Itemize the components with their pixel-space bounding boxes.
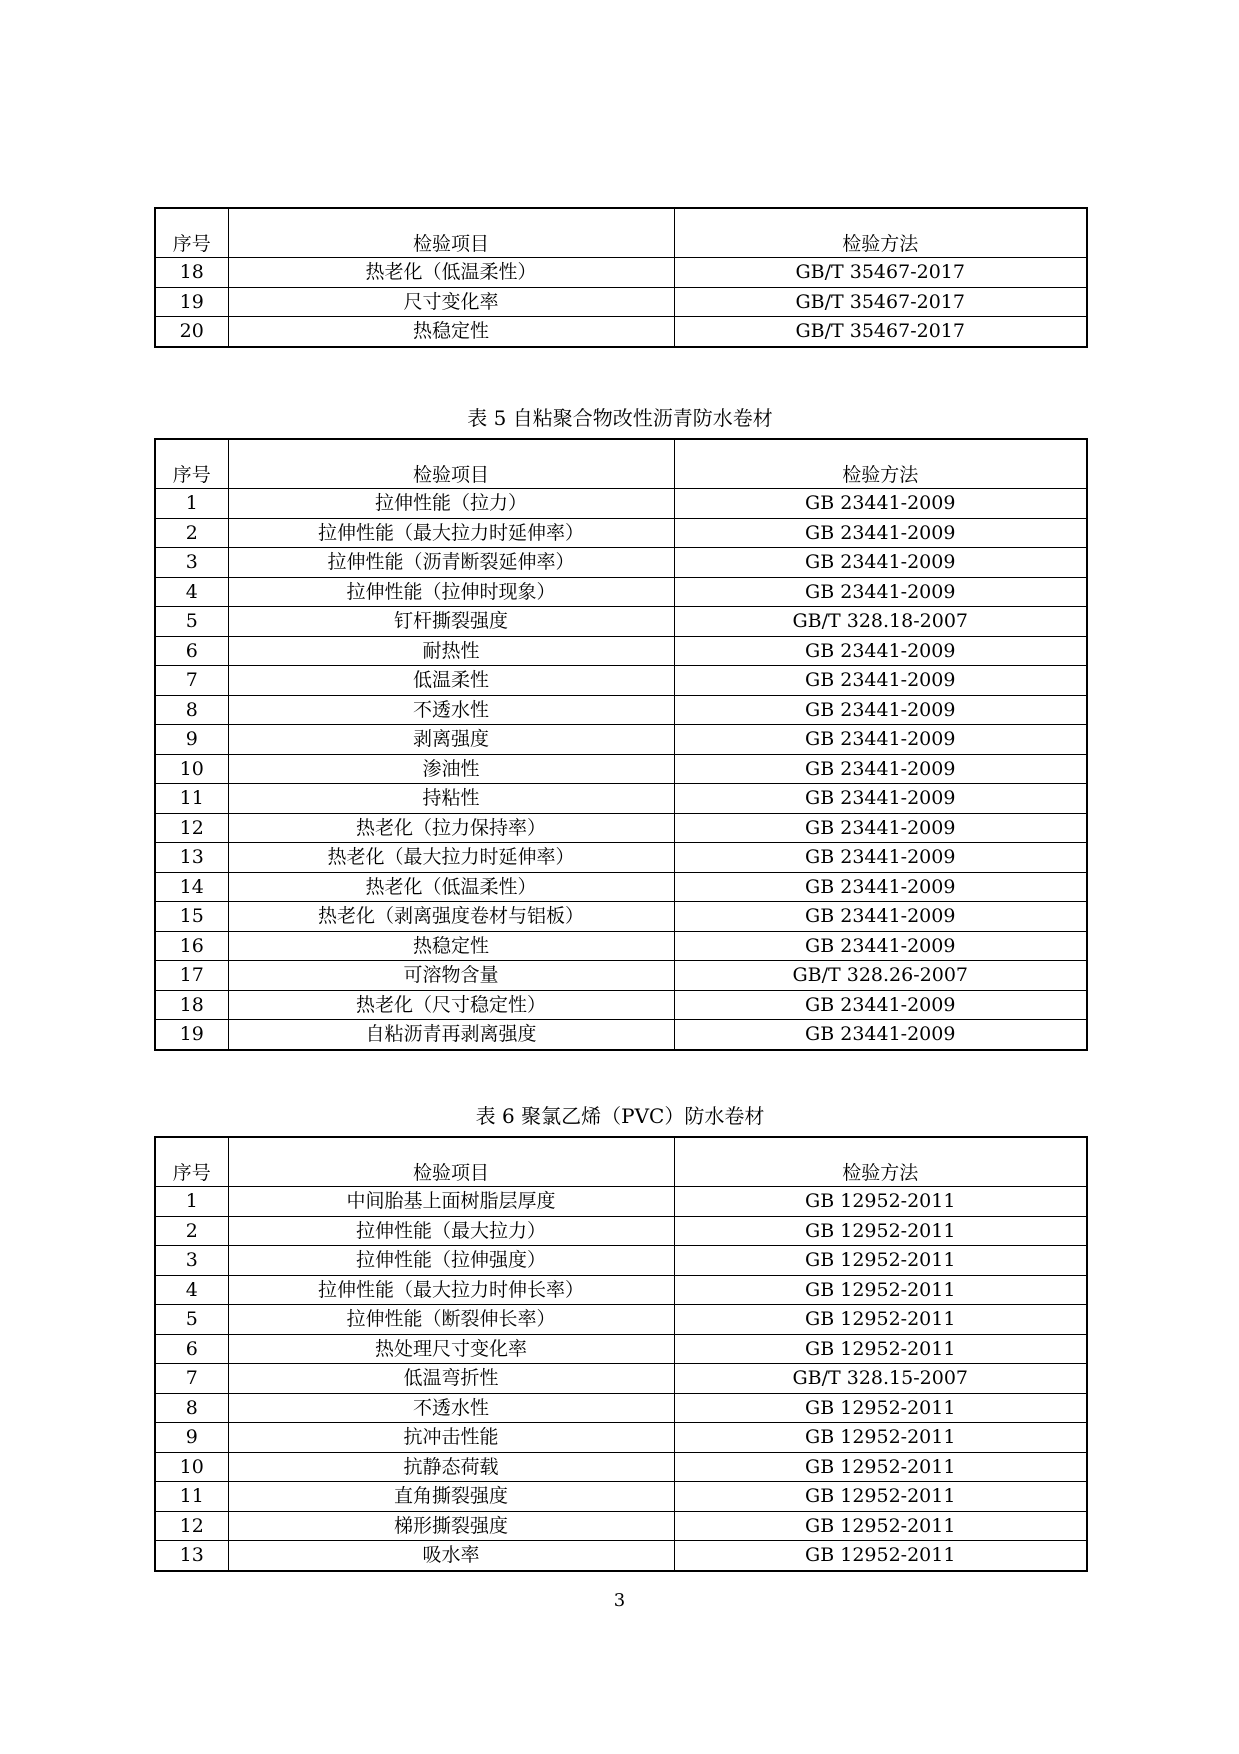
- cell-item: 渗油性: [228, 754, 674, 784]
- cell-no: 13: [155, 843, 228, 873]
- cell-item: 热老化（拉力保持率）: [228, 813, 674, 843]
- cell-no: 4: [155, 577, 228, 607]
- table-row: [155, 258, 1087, 288]
- cell-no: 17: [155, 961, 228, 991]
- table-row: [155, 754, 1087, 784]
- cell-method: GB 23441-2009: [674, 666, 1087, 696]
- cell-item: 中间胎基上面树脂层厚度: [228, 1187, 674, 1217]
- cell-item: 热老化（低温柔性）: [228, 258, 674, 288]
- cell-item: 拉伸性能（拉力）: [228, 489, 674, 519]
- table-continued-block: [154, 207, 1086, 348]
- cell-item: 钉杆撕裂强度: [228, 607, 674, 637]
- table-row: [155, 1423, 1087, 1453]
- cell-no: 7: [155, 1364, 228, 1394]
- table-row: [155, 872, 1087, 902]
- table-row: [155, 548, 1087, 578]
- table-row: [155, 902, 1087, 932]
- cell-no: 4: [155, 1275, 228, 1305]
- cell-item: 热老化（低温柔性）: [228, 872, 674, 902]
- cell-no: 5: [155, 607, 228, 637]
- cell-item: 热老化（尺寸稳定性）: [228, 990, 674, 1020]
- table-row: [155, 961, 1087, 991]
- table-row: [155, 1393, 1087, 1423]
- cell-method: GB 23441-2009: [674, 577, 1087, 607]
- cell-method: GB 12952-2011: [674, 1246, 1087, 1276]
- cell-no: 20: [155, 317, 228, 347]
- cell-method: GB 23441-2009: [674, 990, 1087, 1020]
- table-row: [155, 287, 1087, 317]
- cell-item: 热处理尺寸变化率: [228, 1334, 674, 1364]
- table-row: [155, 1452, 1087, 1482]
- cell-no: 1: [155, 1187, 228, 1217]
- cell-no: 3: [155, 1246, 228, 1276]
- table6-block: [154, 1104, 1086, 1572]
- cell-method: GB 23441-2009: [674, 636, 1087, 666]
- column-header-item: 检验项目: [228, 439, 674, 489]
- cell-item: 热稳定性: [228, 317, 674, 347]
- table-row: [155, 813, 1087, 843]
- cell-method: GB 23441-2009: [674, 548, 1087, 578]
- cell-method: GB 23441-2009: [674, 1020, 1087, 1050]
- cell-method: GB 23441-2009: [674, 931, 1087, 961]
- column-header-no: 序号: [155, 208, 228, 258]
- cell-no: 5: [155, 1305, 228, 1335]
- cell-item: 拉伸性能（最大拉力）: [228, 1216, 674, 1246]
- cell-no: 19: [155, 1020, 228, 1050]
- cell-item: 抗冲击性能: [228, 1423, 674, 1453]
- table-continued: [154, 207, 1088, 348]
- table5-block: [154, 406, 1086, 1051]
- table-row: [155, 1216, 1087, 1246]
- cell-method: GB 23441-2009: [674, 725, 1087, 755]
- cell-item: 拉伸性能（最大拉力时伸长率）: [228, 1275, 674, 1305]
- table-row: [155, 317, 1087, 347]
- cell-method: GB 23441-2009: [674, 872, 1087, 902]
- cell-item: 拉伸性能（最大拉力时延伸率）: [228, 518, 674, 548]
- table-row: [155, 636, 1087, 666]
- cell-no: 9: [155, 725, 228, 755]
- cell-item: 梯形撕裂强度: [228, 1511, 674, 1541]
- table-row: [155, 518, 1087, 548]
- table-row: [155, 666, 1087, 696]
- cell-no: 6: [155, 636, 228, 666]
- table-row: [155, 1511, 1087, 1541]
- cell-no: 12: [155, 813, 228, 843]
- cell-method: GB/T 35467-2017: [674, 287, 1087, 317]
- table-row: [155, 489, 1087, 519]
- cell-method: GB 12952-2011: [674, 1305, 1087, 1335]
- table6: [154, 1136, 1088, 1572]
- cell-item: 不透水性: [228, 1393, 674, 1423]
- cell-item: 可溶物含量: [228, 961, 674, 991]
- table-header-row: [155, 208, 1087, 258]
- cell-item: 拉伸性能（拉伸强度）: [228, 1246, 674, 1276]
- cell-method: GB/T 328.18-2007: [674, 607, 1087, 637]
- table5-caption: 表 5 自粘聚合物改性沥青防水卷材: [467, 406, 773, 430]
- cell-no: 3: [155, 548, 228, 578]
- cell-item: 抗静态荷载: [228, 1452, 674, 1482]
- table-row: [155, 607, 1087, 637]
- page-number: 3: [613, 1590, 626, 1611]
- cell-no: 12: [155, 1511, 228, 1541]
- cell-method: GB 12952-2011: [674, 1423, 1087, 1453]
- cell-no: 18: [155, 258, 228, 288]
- table-row: [155, 1246, 1087, 1276]
- cell-no: 2: [155, 518, 228, 548]
- table-row: [155, 1482, 1087, 1512]
- cell-item: 不透水性: [228, 695, 674, 725]
- cell-item: 热老化（最大拉力时延伸率）: [228, 843, 674, 873]
- table-row: [155, 931, 1087, 961]
- cell-item: 尺寸变化率: [228, 287, 674, 317]
- cell-no: 16: [155, 931, 228, 961]
- cell-no: 1: [155, 489, 228, 519]
- table-header-row: [155, 439, 1087, 489]
- cell-method: GB 12952-2011: [674, 1541, 1087, 1571]
- column-header-item: 检验项目: [228, 208, 674, 258]
- cell-no: 8: [155, 695, 228, 725]
- cell-method: GB 12952-2011: [674, 1482, 1087, 1512]
- cell-item: 剥离强度: [228, 725, 674, 755]
- cell-no: 10: [155, 754, 228, 784]
- column-header-item: 检验项目: [228, 1137, 674, 1187]
- table-row: [155, 1187, 1087, 1217]
- table-row: [155, 843, 1087, 873]
- cell-method: GB 23441-2009: [674, 695, 1087, 725]
- cell-item: 低温弯折性: [228, 1364, 674, 1394]
- cell-method: GB/T 328.26-2007: [674, 961, 1087, 991]
- cell-no: 19: [155, 287, 228, 317]
- cell-no: 18: [155, 990, 228, 1020]
- cell-method: GB/T 328.15-2007: [674, 1364, 1087, 1394]
- cell-no: 8: [155, 1393, 228, 1423]
- cell-item: 吸水率: [228, 1541, 674, 1571]
- cell-method: GB 12952-2011: [674, 1452, 1087, 1482]
- table5: [154, 438, 1088, 1051]
- cell-method: GB 23441-2009: [674, 813, 1087, 843]
- cell-method: GB/T 35467-2017: [674, 317, 1087, 347]
- cell-method: GB/T 35467-2017: [674, 258, 1087, 288]
- cell-method: GB 12952-2011: [674, 1187, 1087, 1217]
- cell-item: 自粘沥青再剥离强度: [228, 1020, 674, 1050]
- table-row: [155, 577, 1087, 607]
- table-row: [155, 1275, 1087, 1305]
- cell-item: 拉伸性能（沥青断裂延伸率）: [228, 548, 674, 578]
- cell-item: 低温柔性: [228, 666, 674, 696]
- cell-no: 11: [155, 1482, 228, 1512]
- column-header-no: 序号: [155, 439, 228, 489]
- table-row: [155, 1541, 1087, 1571]
- cell-item: 拉伸性能（断裂伸长率）: [228, 1305, 674, 1335]
- column-header-method: 检验方法: [674, 439, 1087, 489]
- cell-method: GB 23441-2009: [674, 518, 1087, 548]
- cell-method: GB 23441-2009: [674, 843, 1087, 873]
- cell-method: GB 12952-2011: [674, 1216, 1087, 1246]
- column-header-method: 检验方法: [674, 1137, 1087, 1187]
- table-header-row: [155, 1137, 1087, 1187]
- cell-item: 耐热性: [228, 636, 674, 666]
- cell-no: 2: [155, 1216, 228, 1246]
- cell-no: 15: [155, 902, 228, 932]
- cell-method: GB 12952-2011: [674, 1393, 1087, 1423]
- cell-no: 7: [155, 666, 228, 696]
- cell-method: GB 23441-2009: [674, 489, 1087, 519]
- table-row: [155, 1364, 1087, 1394]
- cell-item: 热老化（剥离强度卷材与铝板）: [228, 902, 674, 932]
- cell-method: GB 23441-2009: [674, 902, 1087, 932]
- cell-method: GB 12952-2011: [674, 1511, 1087, 1541]
- table-row: [155, 695, 1087, 725]
- table-row: [155, 1305, 1087, 1335]
- column-header-no: 序号: [155, 1137, 228, 1187]
- cell-method: GB 12952-2011: [674, 1334, 1087, 1364]
- table-row: [155, 990, 1087, 1020]
- cell-no: 9: [155, 1423, 228, 1453]
- cell-no: 10: [155, 1452, 228, 1482]
- table6-caption: 表 6 聚氯乙烯（PVC）防水卷材: [475, 1104, 765, 1128]
- table-row: [155, 784, 1087, 814]
- cell-method: GB 12952-2011: [674, 1275, 1087, 1305]
- table-row: [155, 1020, 1087, 1050]
- cell-no: 6: [155, 1334, 228, 1364]
- cell-no: 13: [155, 1541, 228, 1571]
- cell-no: 14: [155, 872, 228, 902]
- cell-method: GB 23441-2009: [674, 754, 1087, 784]
- cell-item: 直角撕裂强度: [228, 1482, 674, 1512]
- cell-no: 11: [155, 784, 228, 814]
- cell-item: 热稳定性: [228, 931, 674, 961]
- cell-method: GB 23441-2009: [674, 784, 1087, 814]
- column-header-method: 检验方法: [674, 208, 1087, 258]
- cell-item: 拉伸性能（拉伸时现象）: [228, 577, 674, 607]
- cell-item: 持粘性: [228, 784, 674, 814]
- table-row: [155, 1334, 1087, 1364]
- table-row: [155, 725, 1087, 755]
